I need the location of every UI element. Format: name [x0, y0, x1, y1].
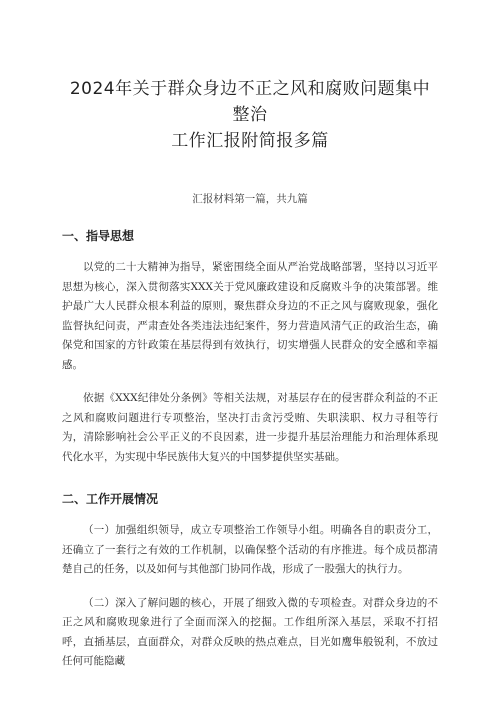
paragraph: 依据《XXX纪律处分条例》等相关法规，对基层存在的侵害群众利益的不正之风和腐败问题进行专项整治，坚决打击贪污受贿、失职渎职、权力寻租等行为，清除影响社会公平正义的不良因素，进一步提升基层治理能力和治理体系现代化水平，为实现中华民族伟大复兴的中国梦提供坚实基础。	[62, 392, 438, 463]
title-line-2: 工作汇报附简报多篇	[171, 131, 329, 151]
section-heading-guiding-ideology: 一、指导思想	[62, 229, 135, 243]
paragraph: （二）深入了解问题的核心，开展了细致入微的专项检查。对群众身边的不正之风和腐败现象进行了全面而深入的挖掘。工作组所深入基层，采取不打招呼，直插基层，直面群众，对群众反映的热点难点，目光如鹰隼般锐利，不放过任何可能隐藏	[62, 596, 438, 667]
paragraph: （一）加强组织领导，成立专项整治工作领导小组。明确各自的职责分工，还确立了一套行之有效的工作机制，以确保整个活动的有序推进。每个成员都清楚自己的任务，以及如何与其他部门协同作战，形成了一股强大的执行力。	[62, 524, 438, 575]
document-subtitle: 汇报材料第一篇，共九篇	[192, 193, 308, 205]
title-line-1: 2024年关于群众身边不正之风和腐败问题集中整治	[69, 79, 431, 125]
document-title	[62, 0, 438, 154]
paragraph: 以党的二十大精神为指导，紧密围绕全面从严治党战略部署，坚持以习近平思想为核心，深入贯彻落实XXX关于党风廉政建设和反腐败斗争的决策部署。维护最广大人民群众根本利益的原则，聚焦群众身边的不正之风与腐败现象，强化监督执纪问责，严肃查处各类违法违纪案件，努力营造风清气正的政治生态，确保党和国家的方针政策在基层得到有效执行，切实增强人民群众的安全感和幸福感。	[62, 261, 438, 371]
section-heading-work-progress: 二、工作开展情况	[62, 492, 159, 506]
